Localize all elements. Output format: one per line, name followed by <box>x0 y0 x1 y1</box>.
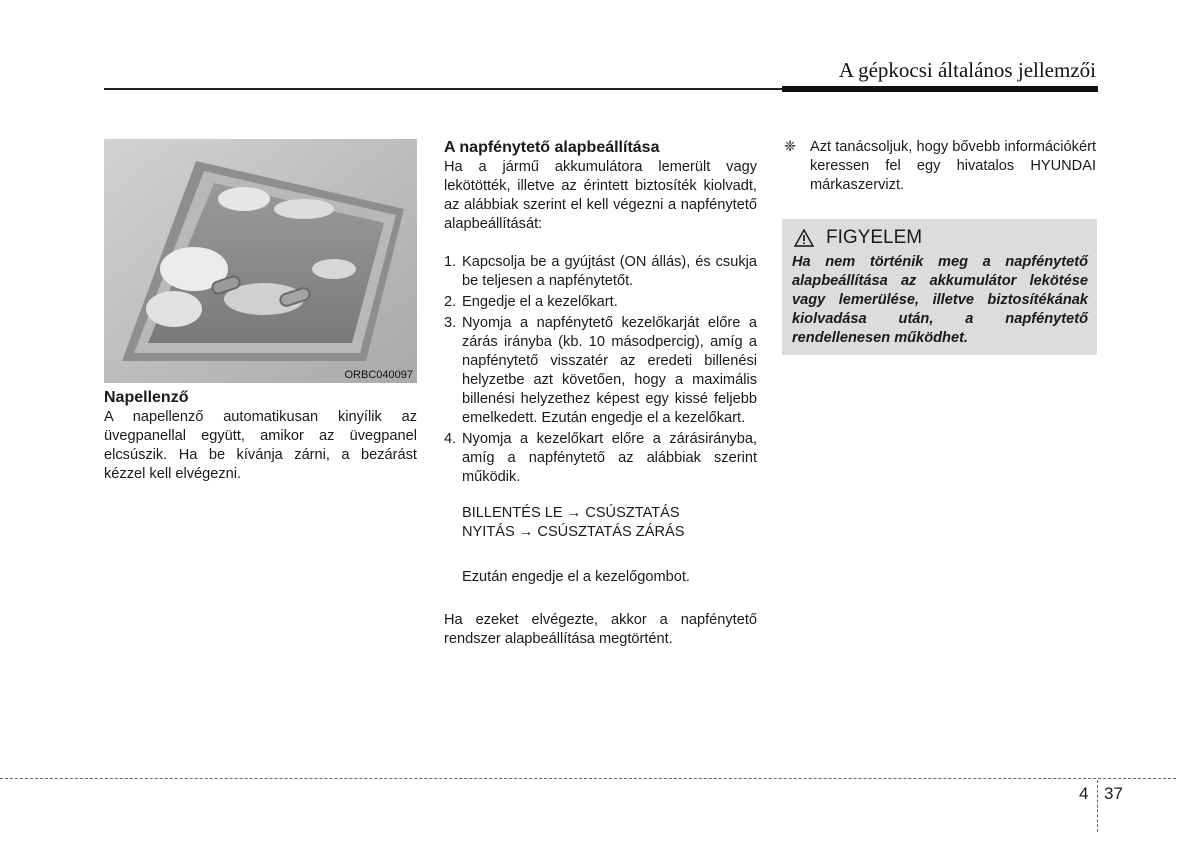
step-text: Nyomja a kezelőkart előre a zárásirányba, amíg a napfénytető az alábbiak szerint működik. <box>462 431 757 485</box>
warning-header <box>794 227 922 249</box>
sequence-block <box>444 504 757 587</box>
column-sunroof-reset <box>444 138 757 649</box>
footer-dashed-divider <box>1097 780 1098 832</box>
step-text: Kapcsolja be a gyújtást (ON állás), és csukja be teljesen a napfénytetőt. <box>462 254 757 289</box>
reset-step <box>444 293 757 312</box>
reset-step <box>444 253 757 291</box>
step-number: 2. <box>444 294 457 310</box>
sunroof-illustration <box>104 139 417 383</box>
reset-step <box>444 314 757 428</box>
warning-title: FIGYELEM <box>826 227 923 248</box>
column-note <box>784 138 1096 195</box>
step-text: Engedje el a kezelőkart. <box>462 294 618 310</box>
service-note <box>784 138 1096 195</box>
footer-dashed-rule <box>0 778 1176 779</box>
step-number: 1. <box>444 254 457 270</box>
sunshade-body: A napellenző automatikusan kinyílik az üvegpanellal együtt, amikor az üvegpanel elcsúszik. Ha be kívánja zárni, a bezárást kézzel kell elvégezni. <box>104 409 417 482</box>
chapter-number: 4 <box>1079 784 1089 803</box>
note-symbol-icon: ❈ <box>784 139 797 155</box>
warning-triangle-icon <box>794 229 814 247</box>
reset-step <box>444 430 757 487</box>
step-text: Nyomja a napfénytető kezelőkarját előre a zárás irányba (kb. 10 másodpercig), amíg a napfénytető visszatér az eredeti billenési helyzetbe azt követően, hogy a maximális billenési helyzethez képest egy kissé feljebb emelkedett. Ezután engedje el a kezelőkart. <box>462 315 757 426</box>
release-instruction: Ezután engedje el a kezelőgombot. <box>462 569 690 585</box>
sequence-line-2: NYITÁS → CSÚSZTATÁS ZÁRÁS <box>462 524 685 540</box>
photo-code: ORBC040097 <box>344 369 413 381</box>
column-sunshade <box>104 388 417 484</box>
page-header-title: A gépkocsi általános jellemzői <box>838 58 1096 82</box>
sunroof-photo <box>104 139 417 383</box>
service-note-text: Azt tanácsoljuk, hogy bővebb információkért keressen fel egy hivatalos HYUNDAI márkaszervizt. <box>810 139 1096 193</box>
sequence-line-1: BILLENTÉS LE → CSÚSZTATÁS <box>462 505 680 521</box>
reset-conclusion: Ha ezeket elvégezte, akkor a napfénytető rendszer alapbeállítása megtörtént. <box>444 612 757 647</box>
reset-steps <box>444 253 757 487</box>
page-number: 37 <box>1104 784 1123 803</box>
reset-intro: Ha a jármű akkumulátora lemerült vagy lekötötték, illetve az érintett biztosíték kiolvadt, az alábbiak szerint el kell végezni a napfénytető alapbeállítását: <box>444 159 757 232</box>
header-rule-accent <box>782 86 1098 92</box>
warning-body: Ha nem történik meg a napfénytető alapbeállítása az akkumulátor lekötése vagy lemerülése, illetve biztosítékának kiolvadása után, a napfénytető rendellenesen működhet. <box>792 254 1088 346</box>
step-number: 4. <box>444 431 457 447</box>
warning-box <box>782 219 1097 355</box>
step-number: 3. <box>444 315 457 331</box>
sunshade-heading: Napellenző <box>104 389 189 406</box>
reset-heading: A napfénytető alapbeállítása <box>444 139 660 156</box>
